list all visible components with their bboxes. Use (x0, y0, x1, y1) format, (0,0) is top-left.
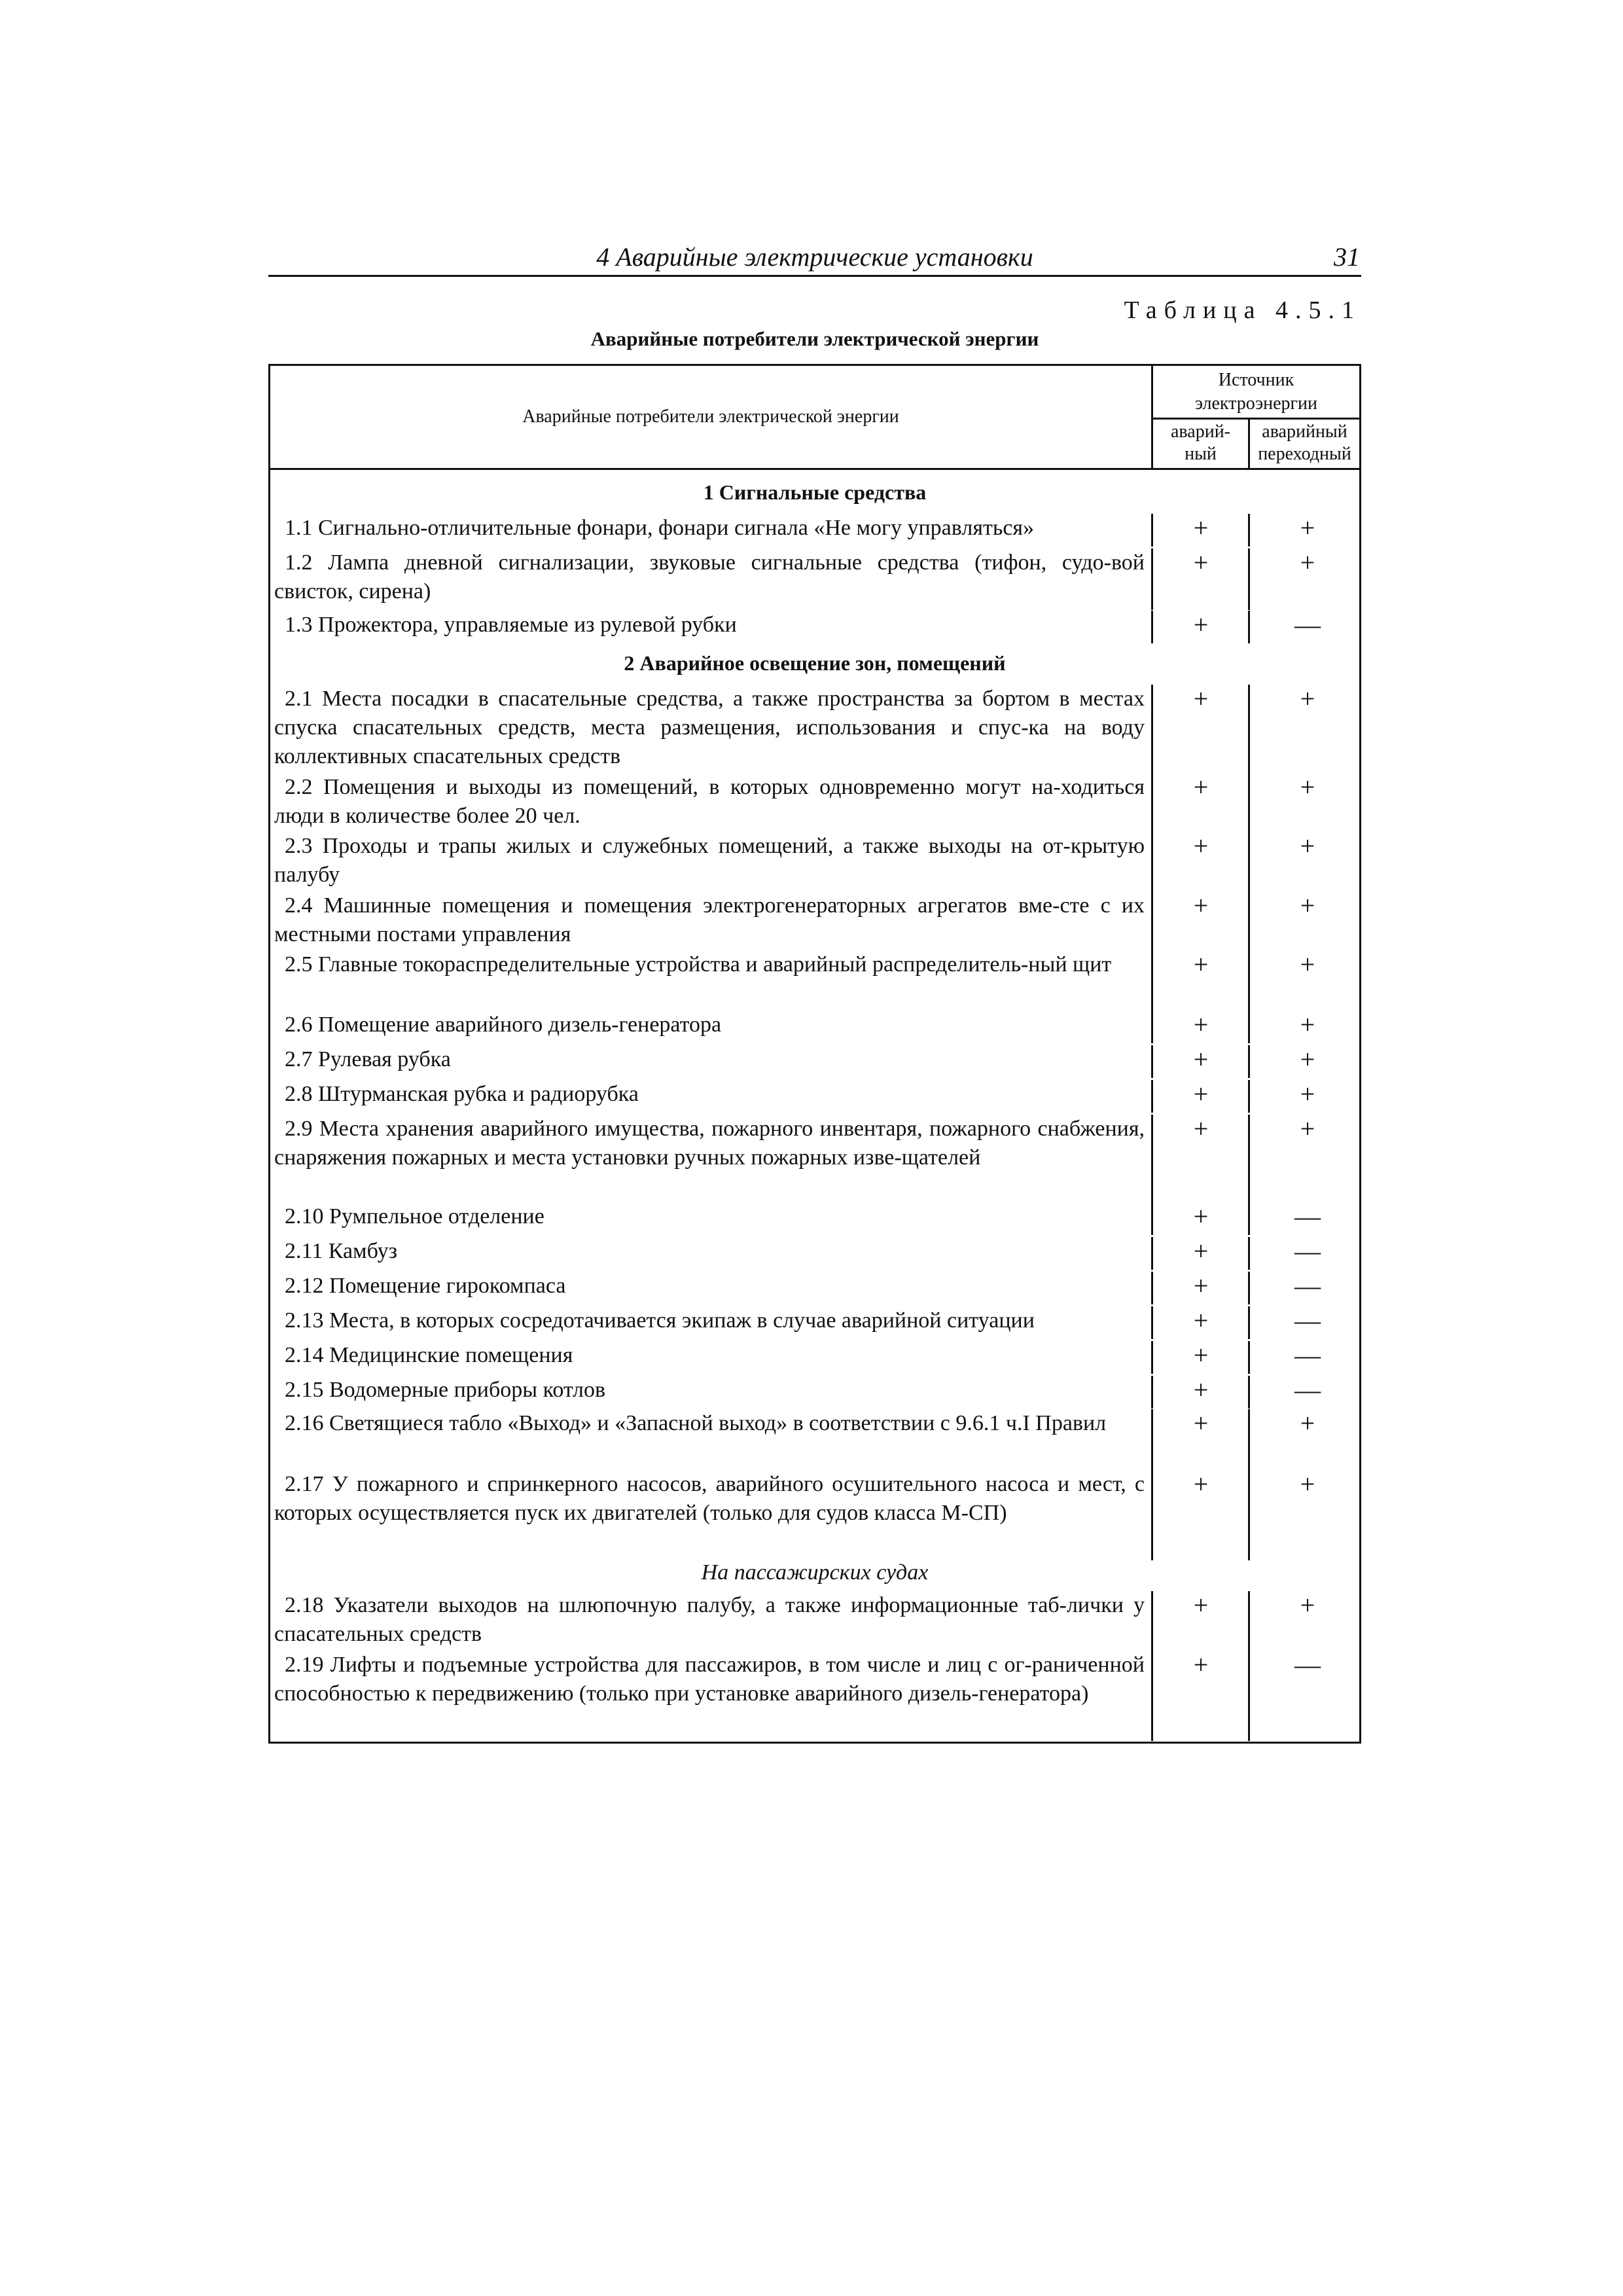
table-row (270, 1306, 1359, 1339)
emergency-source-mark: + (1193, 1079, 1209, 1109)
table-row (270, 1237, 1359, 1270)
row-consumer-text: 2.9 Места хранения аварийного имущества, пожарного инвентаря, пожарного снабжения, снаряжения пожарных и места установки ручных пожарных изве-щателей (274, 1117, 1145, 1170)
column-header-emergency (1153, 420, 1248, 468)
row-consumer-text: 1.3 Прожектора, управляемые из рулевой рубки (285, 613, 737, 637)
column-divider (1248, 514, 1250, 547)
table-row (270, 950, 1359, 1012)
transitional-source-mark: + (1300, 548, 1315, 577)
column-divider (1248, 1651, 1250, 1741)
column-divider (1248, 1080, 1250, 1113)
column-divider (1248, 548, 1250, 610)
transitional-source-mark: + (1300, 1010, 1315, 1039)
emergency-source-mark: + (1193, 1590, 1209, 1620)
emergency-source-mark: + (1193, 950, 1209, 979)
transitional-source-mark: + (1300, 1045, 1315, 1074)
table-row (270, 1591, 1359, 1653)
row-consumer-text: 2.6 Помещение аварийного дизель-генератора (285, 1013, 722, 1037)
column-divider (1248, 950, 1250, 1012)
emergency-source-mark: + (1193, 772, 1209, 802)
transitional-source-mark: + (1300, 1079, 1315, 1109)
table-row (270, 1202, 1359, 1235)
column-header-transitional-text: аварийный переходный (1258, 422, 1351, 464)
table-row (270, 1651, 1359, 1741)
column-divider (1248, 1306, 1250, 1339)
row-consumer-text: 1.2 Лампа дневной сигнализации, звуковые сигнальные средства (тифон, судо-вой свисток, сирена) (274, 550, 1145, 603)
emergency-source-mark: + (1193, 1650, 1209, 1679)
column-divider (1248, 1011, 1250, 1043)
table-row (270, 1470, 1359, 1560)
transitional-source-mark: — (1294, 610, 1321, 639)
column-divider (1151, 1591, 1153, 1653)
emergency-source-mark: + (1193, 1469, 1209, 1499)
row-consumer-text: 2.10 Румпельное отделение (285, 1204, 544, 1229)
column-divider (1151, 773, 1153, 834)
column-divider (1151, 1272, 1153, 1304)
row-consumer-text: 2.11 Камбуз (285, 1239, 398, 1263)
column-divider (1151, 1341, 1153, 1374)
table-row (270, 611, 1359, 643)
row-consumer-text: 2.4 Машинные помещения и помещения электрогенераторных агрегатов вме-сте с их местными постами управления (274, 893, 1145, 946)
row-consumer-text: 2.1 Места посадки в спасательные средства, а также пространства за бортом в местах спуска спасательных средств, места размещения, использования и спус-ка на воду коллективных спасательных средств (274, 687, 1145, 768)
column-divider (1248, 1376, 1250, 1408)
row-consumer-text: 2.19 Лифты и подъемные устройства для пассажиров, в том числе и лиц с ог-раниченной способностью к передвижению (только при установке аварийного дизель-генератора) (274, 1653, 1145, 1706)
transitional-source-mark: — (1294, 1271, 1321, 1300)
running-title: 4 Аварийные электрические установки (596, 242, 1033, 272)
emergency-source-mark: + (1193, 1271, 1209, 1300)
emergency-source-mark: + (1193, 891, 1209, 920)
table-row (270, 1341, 1359, 1374)
emergency-source-mark: + (1193, 548, 1209, 577)
header-divider (1151, 418, 1359, 420)
column-divider (1151, 1011, 1153, 1043)
column-divider (1248, 1202, 1250, 1235)
column-divider (1248, 1470, 1250, 1560)
column-divider (1248, 832, 1250, 893)
emergency-source-mark: + (1193, 1306, 1209, 1335)
row-consumer-text: 2.14 Медицинские помещения (285, 1343, 573, 1367)
table-row (270, 1376, 1359, 1408)
column-divider (1248, 1237, 1250, 1270)
transitional-source-mark: + (1300, 684, 1315, 713)
row-consumer-text: 2.7 Рулевая рубка (285, 1047, 451, 1071)
table-row (270, 1080, 1359, 1113)
column-header-source (1153, 366, 1359, 418)
transitional-source-mark: + (1300, 1469, 1315, 1499)
column-divider (1151, 1306, 1153, 1339)
column-divider (1151, 611, 1153, 643)
emergency-source-mark: + (1193, 831, 1209, 861)
column-divider (1151, 1651, 1153, 1741)
row-consumer-text: 2.18 Указатели выходов на шлюпочную палубу, а также информационные таб-лички у спасательных средств (274, 1593, 1145, 1646)
page-header (268, 239, 1361, 277)
transitional-source-mark: + (1300, 950, 1315, 979)
emergency-source-mark: + (1193, 1114, 1209, 1143)
table-row (270, 1272, 1359, 1304)
column-divider (1248, 611, 1250, 643)
transitional-source-mark: — (1294, 1202, 1321, 1231)
table-label: Таблица 4.5.1 (1124, 296, 1361, 324)
section-heading: 2 Аварийное освещение зон, помещений (624, 651, 1006, 675)
column-divider (1151, 1080, 1153, 1113)
column-divider (1248, 891, 1250, 953)
emergency-source-mark: + (1193, 513, 1209, 543)
column-divider (1151, 1470, 1153, 1560)
row-consumer-text: 2.15 Водомерные приборы котлов (285, 1378, 605, 1402)
column-divider (1151, 1115, 1153, 1205)
table-row (270, 832, 1359, 893)
column-divider (1151, 950, 1153, 1012)
transitional-source-mark: — (1294, 1306, 1321, 1335)
column-divider (1248, 1591, 1250, 1653)
transitional-source-mark: — (1294, 1236, 1321, 1266)
column-header-emergency-text: аварий- ный (1171, 422, 1230, 464)
transitional-source-mark: + (1300, 831, 1315, 861)
column-divider (1151, 891, 1153, 953)
column-divider (1151, 1202, 1153, 1235)
emergency-source-mark: + (1193, 1340, 1209, 1370)
column-header-transitional (1250, 420, 1359, 468)
emergency-source-mark: + (1193, 610, 1209, 639)
emergency-source-mark: + (1193, 1010, 1209, 1039)
transitional-source-mark: + (1300, 513, 1315, 543)
column-divider (1151, 685, 1153, 775)
transitional-source-mark: + (1300, 1114, 1315, 1143)
header-divider (1151, 366, 1153, 468)
row-consumer-text: 2.12 Помещение гирокомпаса (285, 1274, 566, 1298)
transitional-source-mark: — (1294, 1650, 1321, 1679)
emergency-source-mark: + (1193, 1202, 1209, 1231)
table-row (270, 685, 1359, 775)
transitional-source-mark: — (1294, 1340, 1321, 1370)
consumers-table (268, 364, 1361, 1744)
transitional-source-mark: + (1300, 891, 1315, 920)
row-consumer-text: 2.3 Проходы и трапы жилых и служебных помещений, а также выходы на от-крытую палубу (274, 834, 1145, 887)
table-caption: Аварийные потребители электрической энергии (590, 327, 1039, 350)
row-consumer-text: 1.1 Сигнально-отличительные фонари, фонари сигнала «Не могу управляться» (285, 516, 1035, 540)
column-divider (1151, 514, 1153, 547)
emergency-source-mark: + (1193, 1236, 1209, 1266)
transitional-source-mark: — (1294, 1375, 1321, 1405)
emergency-source-mark: + (1193, 1375, 1209, 1405)
column-header-consumers: Аварийные потребители электрической энергии (522, 406, 899, 427)
table-row (270, 891, 1359, 953)
table-row (270, 548, 1359, 610)
table-row (270, 1409, 1359, 1471)
column-divider (1151, 1409, 1153, 1471)
table-row (270, 1115, 1359, 1205)
column-divider (1248, 685, 1250, 775)
page-number: 31 (1334, 242, 1360, 272)
row-consumer-text: 2.5 Главные токораспределительные устройства и аварийный распределитель-ный щит (285, 952, 1112, 977)
column-divider (1151, 1376, 1153, 1408)
column-divider (1151, 1237, 1153, 1270)
table-row (270, 514, 1359, 547)
row-consumer-text: 2.17 У пожарного и спринкерного насосов, аварийного осушительного насоса и мест, с которых осуществляется пуск их двигателей (только для судов класса М-СП) (274, 1472, 1145, 1525)
row-consumer-text: 2.8 Штурманская рубка и радиорубка (285, 1082, 639, 1106)
transitional-source-mark: + (1300, 1590, 1315, 1620)
subsection-heading: На пассажирских судах (701, 1560, 929, 1585)
table-row (270, 773, 1359, 834)
transitional-source-mark: + (1300, 1408, 1315, 1438)
emergency-source-mark: + (1193, 1408, 1209, 1438)
column-divider (1151, 1045, 1153, 1078)
row-consumer-text: 2.16 Светящиеся табло «Выход» и «Запасной выход» в соответствии с 9.6.1 ч.I Правил (285, 1411, 1107, 1435)
transitional-source-mark: + (1300, 772, 1315, 802)
header-divider (270, 468, 1359, 470)
section-heading: 1 Сигнальные средства (703, 480, 927, 504)
column-divider (1248, 773, 1250, 834)
column-divider (1248, 1115, 1250, 1205)
row-consumer-text: 2.2 Помещения и выходы из помещений, в которых одновременно могут на-ходиться люди в количестве более 20 чел. (274, 775, 1145, 828)
table-row (270, 1045, 1359, 1078)
column-divider (1248, 1341, 1250, 1374)
row-consumer-text: 2.13 Места, в которых сосредотачивается экипаж в случае аварийной ситуации (285, 1308, 1035, 1333)
emergency-source-mark: + (1193, 684, 1209, 713)
column-divider (1248, 1045, 1250, 1078)
table-row (270, 1011, 1359, 1043)
column-divider (1248, 1409, 1250, 1471)
emergency-source-mark: + (1193, 1045, 1209, 1074)
header-divider (1248, 418, 1250, 468)
column-divider (1248, 1272, 1250, 1304)
column-divider (1151, 548, 1153, 610)
column-header-source-text: Источник электроэнергии (1195, 370, 1317, 414)
column-divider (1151, 832, 1153, 893)
